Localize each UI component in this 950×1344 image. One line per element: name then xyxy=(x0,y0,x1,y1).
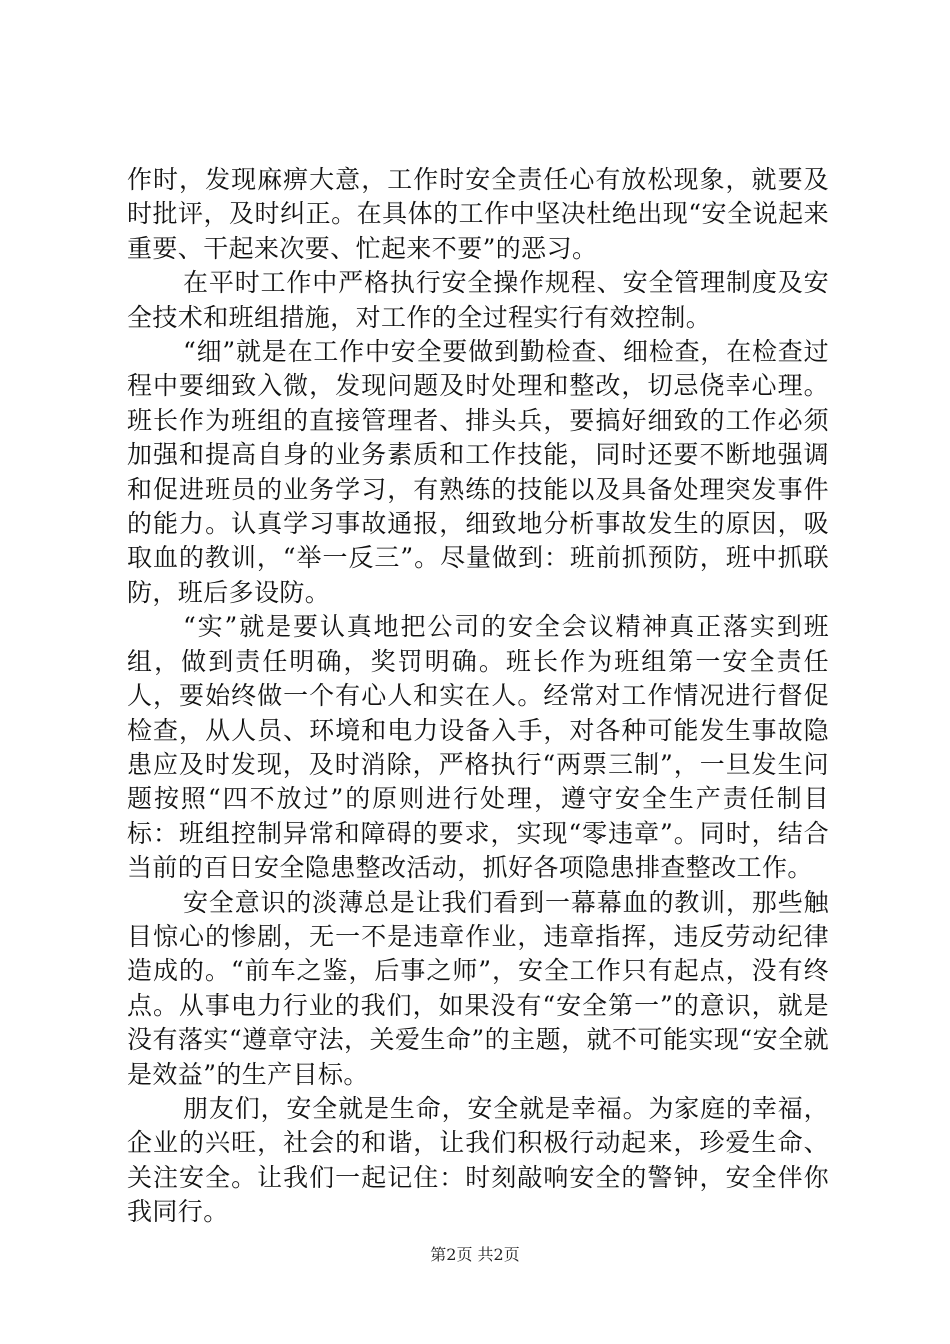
paragraph-strict-execution: 在平时工作中严格执行安全操作规程、安全管理制度及安全技术和班组措施，对工作的全过程实行有效控制。 xyxy=(127,268,829,332)
paragraph-safety-awareness: 安全意识的淡薄总是让我们看到一幕幕血的教训，那些触目惊心的惨剧，无一不是违章作业，违章指挥，违反劳动纪律造成的。“前车之鉴，后事之师”，安全工作只有起点，没有终点。从事电力行业的我们，如果没有“安全第一”的意识，就是没有落实“遵章守法，关爱生命”的主题，就不可能实现“安全就是效益”的生产目标。 xyxy=(127,887,829,1089)
paragraph-practical: “实”就是要认真地把公司的安全会议精神真正落实到班组，做到责任明确，奖罚明确。班长作为班组第一安全责任人，要始终做一个有心人和实在人。经常对工作情况进行督促检查，从人员、环境和电力设备入手，对各种可能发生事故隐患应及时发现，及时消除，严格执行“两票三制”，一旦发生问题按照“四不放过”的原则进行处理，遵守安全生产责任制目标：班组控制异常和障碍的要求，实现“零违章”。同时，结合当前的百日安全隐患整改活动，抓好各项隐患排查整改工作。 xyxy=(127,612,829,883)
paragraph-detail: “细”就是在工作中安全要做到勤检查、细检查，在检查过程中要细致入微，发现问题及时处理和整改，切忌侥幸心理。班长作为班组的直接管理者、排头兵，要搞好细致的工作必须加强和提高自身的业务素质和工作技能，同时还要不断地强调和促进班员的业务学习，有熟练的技能以及具备处理突发事件的能力。认真学习事故通报，细致地分析事故发生的原因，吸取血的教训，“举一反三”。尽量做到：班前抓预防，班中抓联防，班后多设防。 xyxy=(127,337,829,607)
page-footer: 第2页 共2页 xyxy=(430,1245,520,1264)
paragraph-continuation: 作时，发现麻痹大意，工作时安全责任心有放松现象，就要及时批评，及时纠正。在具体的工作中坚决杜绝出现“安全说起来重要、干起来次要、忙起来不要”的恶习。 xyxy=(127,165,829,263)
document-body xyxy=(127,163,829,1230)
paragraph-closing: 朋友们，安全就是生命，安全就是幸福。为家庭的幸福，企业的兴旺，社会的和谐，让我们积极行动起来，珍爱生命、关注安全。让我们一起记住：时刻敲响安全的警钟，安全伴你我同行。 xyxy=(127,1093,829,1227)
